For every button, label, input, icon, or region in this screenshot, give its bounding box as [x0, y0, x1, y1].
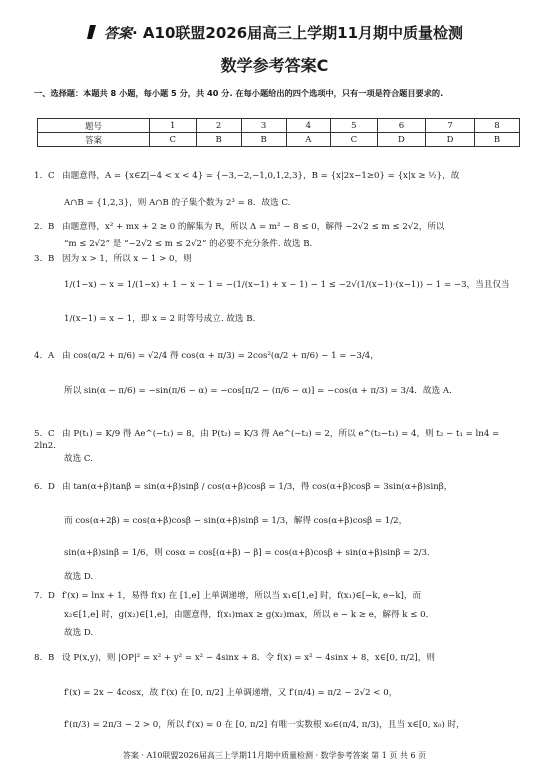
q6-line2: 而 cos(α+2β) = cos(α+β)cosβ − sin(α+β)sinβ = 1/3，解得 cos(α+β)cosβ = 1/2，: [64, 516, 408, 526]
answer-table: [37, 118, 520, 147]
page-footer: 答案 · A10联盟2026届高三上学期11月期中质量检测 · 数学参考答案 第 1 页 共 6 页: [122, 751, 427, 760]
table-cell: 3: [241, 119, 286, 133]
q5-line2: 故选 C.: [64, 454, 93, 464]
q8-line2: f′(x) = 2x − 4cosx，故 f′(x) 在 [0, π/2] 上单调递增，又 f′(π/4) = π/2 − 2√2 < 0，: [64, 688, 398, 698]
table-cell: 5: [330, 119, 377, 133]
question-8: 8. B 设 P(x,y)，则 |OP|² = x² + y² = x² − 4sinx + 8．令 f(x) = x² − 4sinx + 8，x∈[0, π/2]，则: [34, 653, 435, 663]
section-heading: 一、选择题：本题共 8 小题，每小题 5 分，共 40 分. 在每小题给出的四个选项中，只有一项是符合题目要求的.: [34, 88, 444, 98]
table-cell: D: [426, 133, 475, 147]
header: [0, 22, 549, 44]
question-6: 6. D 由 tan(α+β)tanβ = sin(α+β)sinβ / cos(α+β)cosβ = 1/3，得 cos(α+β)cosβ = 3sin(α+β)sinβ，: [34, 482, 453, 492]
q7-line3: 故选 D.: [64, 628, 94, 638]
brand-logo-icon: [86, 24, 100, 44]
question-7: 7. D f′(x) = lnx + 1，易得 f(x) 在 [1,e] 上单调递增，所以当 x₁∈[1,e] 时，f(x₁)∈[−k, e−k]，而: [34, 591, 422, 601]
table-cell: D: [377, 133, 426, 147]
table-row: [38, 133, 520, 147]
q3-line1: 因为 x > 1，所以 x − 1 > 0，则: [62, 254, 192, 264]
brand-name: 答案: [103, 26, 132, 42]
q3-line3: 1/(x−1) = x − 1，即 x = 2 时等号成立. 故选 B.: [64, 314, 256, 324]
q2-line1: 由题意得，x² + mx + 2 ≥ 0 的解集为 R，所以 Δ = m² − 8 ≤ 0，解得 −2√2 ≤ m ≤ 2√2，所以: [62, 222, 445, 232]
q2-line2: “m ≤ 2√2” 是 “−2√2 ≤ m ≤ 2√2” 的必要不充分条件. 故选 B.: [64, 239, 313, 249]
row-label: 题号: [38, 119, 150, 133]
table-cell: C: [330, 133, 377, 147]
table-cell: 7: [426, 119, 475, 133]
table-row: [38, 119, 520, 133]
page-title: 数学参考答案C: [220, 56, 329, 75]
q6-line3: sin(α+β)sinβ = 1/6，则 cosα = cos[(α+β) − β] = cos(α+β)cosβ + sin(α+β)sinβ = 2/3．: [64, 548, 436, 558]
table-cell: 2: [196, 119, 241, 133]
q7-line2: x₂∈[1,e] 时，g(x₂)∈[1,e]，由题意得，f(x₁)max ≥ g(x₂)max，所以 e − k ≥ e，解得 k ≤ 0．: [64, 610, 435, 620]
q7-line1: f′(x) = lnx + 1，易得 f(x) 在 [1,e] 上单调递增，所以当 x₁∈[1,e] 时，f(x₁)∈[−k, e−k]，而: [62, 591, 422, 601]
header-title: · A10联盟2026届高三上学期11月期中质量检测: [131, 24, 464, 42]
q6-line4: 故选 D.: [64, 572, 94, 582]
table-cell: 1: [149, 119, 196, 133]
table-cell: 6: [377, 119, 426, 133]
question-5: 5. C 由 P(t₁) = K/9 得 Ae^(−t₁) = 8，由 P(t₂) = K/3 得 Ae^(−t₂) = 2，所以 e^(t₂−t₁) = 4，则 t₂ − t₁ = ln4 = 2ln2．: [34, 429, 500, 451]
row-label: 答案: [38, 133, 150, 147]
q1-line1: 由题意得，A = {x∈Z|−4 < x < 4} = {−3,−2,−1,0,1,2,3}，B = {x|2x−1≥0} = {x|x ≥ ½}，故: [62, 171, 460, 181]
table-cell: 8: [474, 119, 519, 133]
question-1: 1. C 由题意得，A = {x∈Z|−4 < x < 4} = {−3,−2,−1,0,1,2,3}，B = {x|2x−1≥0} = {x|x ≥ ½}，故: [34, 171, 460, 181]
table-cell: B: [474, 133, 519, 147]
q8-line1: 设 P(x,y)，则 |OP|² = x² + y² = x² − 4sinx + 8．令 f(x) = x² − 4sinx + 8，x∈[0, π/2]，则: [62, 653, 435, 663]
q1-line2: A∩B = {1,2,3}，则 A∩B 的子集个数为 2³ = 8．故选 C.: [64, 198, 291, 208]
q5-line1: 由 P(t₁) = K/9 得 Ae^(−t₁) = 8，由 P(t₂) = K/3 得 Ae^(−t₂) = 2，所以 e^(t₂−t₁) = 4，则 t₂ − t₁ = ln4 = 2ln2．: [34, 429, 500, 451]
table-cell: A: [286, 133, 330, 147]
question-3: 3. B 因为 x > 1，所以 x − 1 > 0，则: [34, 254, 192, 264]
q4-line1: 由 cos(α/2 + π/6) = √2/4 得 cos(α + π/3) = 2cos²(α/2 + π/6) − 1 = −3/4，: [62, 351, 379, 361]
table-cell: B: [196, 133, 241, 147]
table-cell: C: [149, 133, 196, 147]
question-4: 4. A 由 cos(α/2 + π/6) = √2/4 得 cos(α + π/3) = 2cos²(α/2 + π/6) − 1 = −3/4，: [34, 351, 379, 361]
q3-line2: 1/(1−x) − x = 1/(1−x) + 1 − x − 1 = −(1/(x−1) + x − 1) − 1 ≤ −2√(1/(x−1)·(x−1)) − 1 = −3，当且仅当: [64, 280, 510, 290]
q6-line1: 由 tan(α+β)tanβ = sin(α+β)sinβ / cos(α+β)cosβ = 1/3，得 cos(α+β)cosβ = 3sin(α+β)sinβ，: [62, 482, 453, 492]
table-cell: 4: [286, 119, 330, 133]
table-cell: B: [241, 133, 286, 147]
q4-line2: 所以 sin(α − π/6) = −sin(π/6 − α) = −cos[π/2 − (π/6 − α)] = −cos(α + π/3) = 3/4．故选 A.: [64, 386, 452, 396]
q8-line3: f′(π/3) = 2π/3 − 2 > 0，所以 f′(x) = 0 在 [0, π/2] 有唯一实数根 x₀∈(π/4, π/3)，且当 x∈[0, x₀) 时，: [64, 720, 465, 730]
question-2: 2. B 由题意得，x² + mx + 2 ≥ 0 的解集为 R，所以 Δ = m² − 8 ≤ 0，解得 −2√2 ≤ m ≤ 2√2，所以: [34, 222, 445, 232]
